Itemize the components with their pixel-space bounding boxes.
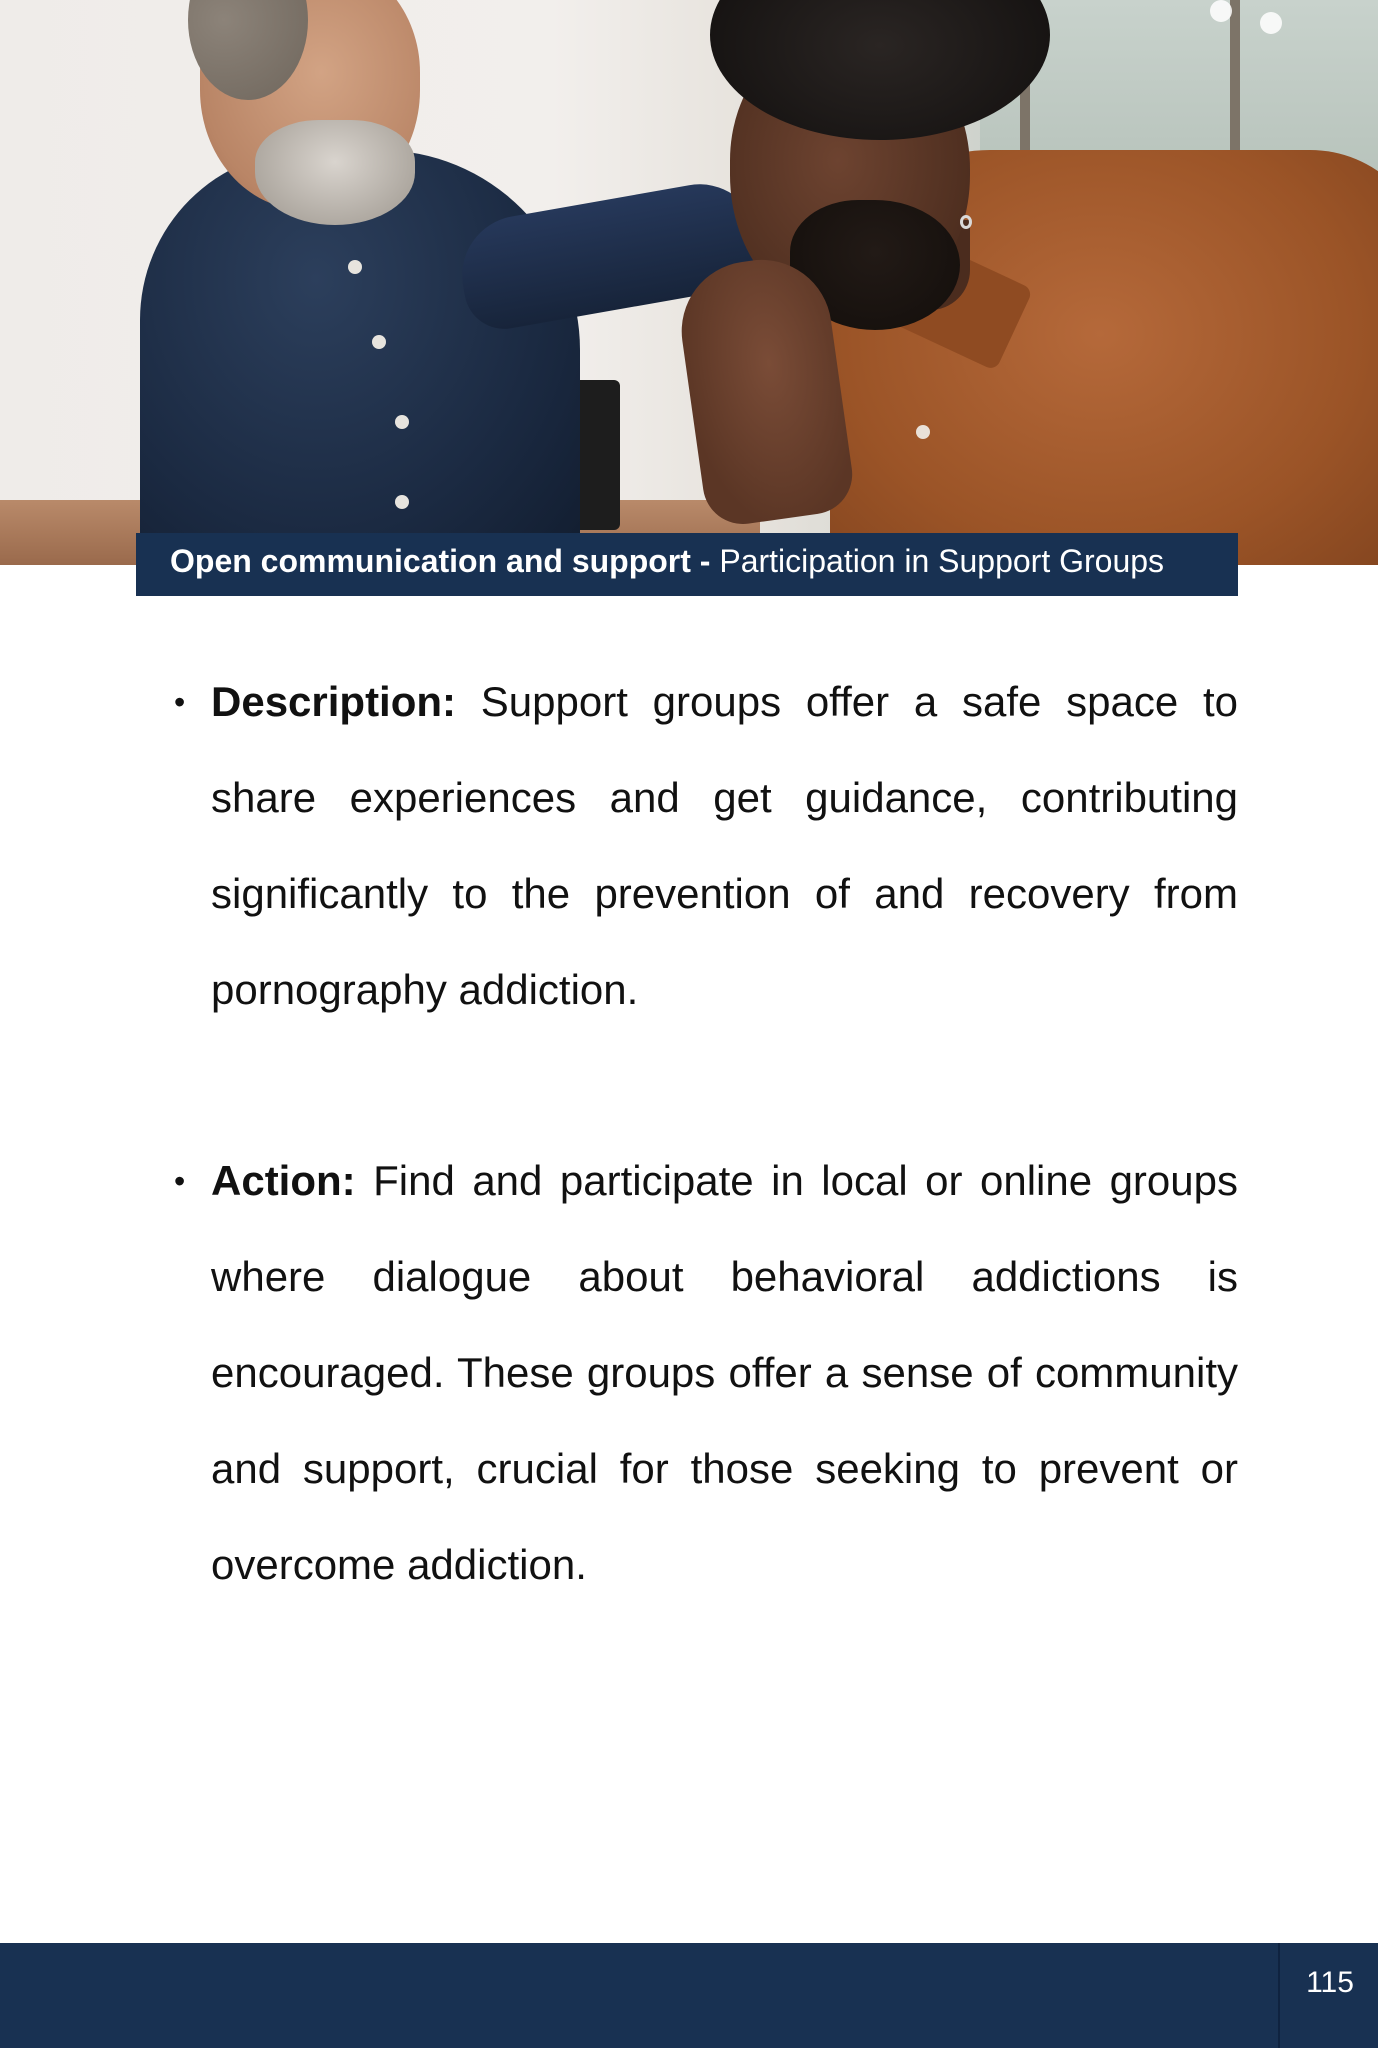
caption-subtitle: Participation in Support Groups <box>710 543 1165 579</box>
photo-caption <box>136 533 1238 596</box>
bullet-label: Description: <box>211 678 457 725</box>
bullet-action <box>174 1133 1238 1613</box>
earring <box>960 215 972 229</box>
caption-title: Open communication and support - <box>170 543 711 579</box>
bullet-label: Action: <box>211 1157 356 1204</box>
bullet-text: Support groups offer a safe space to share experiences and get guidance, contributing significantly to the prevention of and recovery from pornography addiction. <box>211 678 1238 1013</box>
man-left-beard <box>255 120 415 225</box>
hero-photo <box>0 0 1378 565</box>
bullet-text: Find and participate in local or online groups where dialogue about behavioral addictions is encouraged. These groups offer a sense of community and support, crucial for those seeking to prevent or overcome addiction. <box>211 1157 1238 1588</box>
bullet-icon: • <box>174 684 186 720</box>
page-number-box <box>1278 1943 1378 2048</box>
page-number: 115 <box>1306 1966 1354 1999</box>
page-footer <box>0 1943 1378 2048</box>
bullet-description <box>174 654 1238 1038</box>
bullet-icon: • <box>174 1163 186 1199</box>
